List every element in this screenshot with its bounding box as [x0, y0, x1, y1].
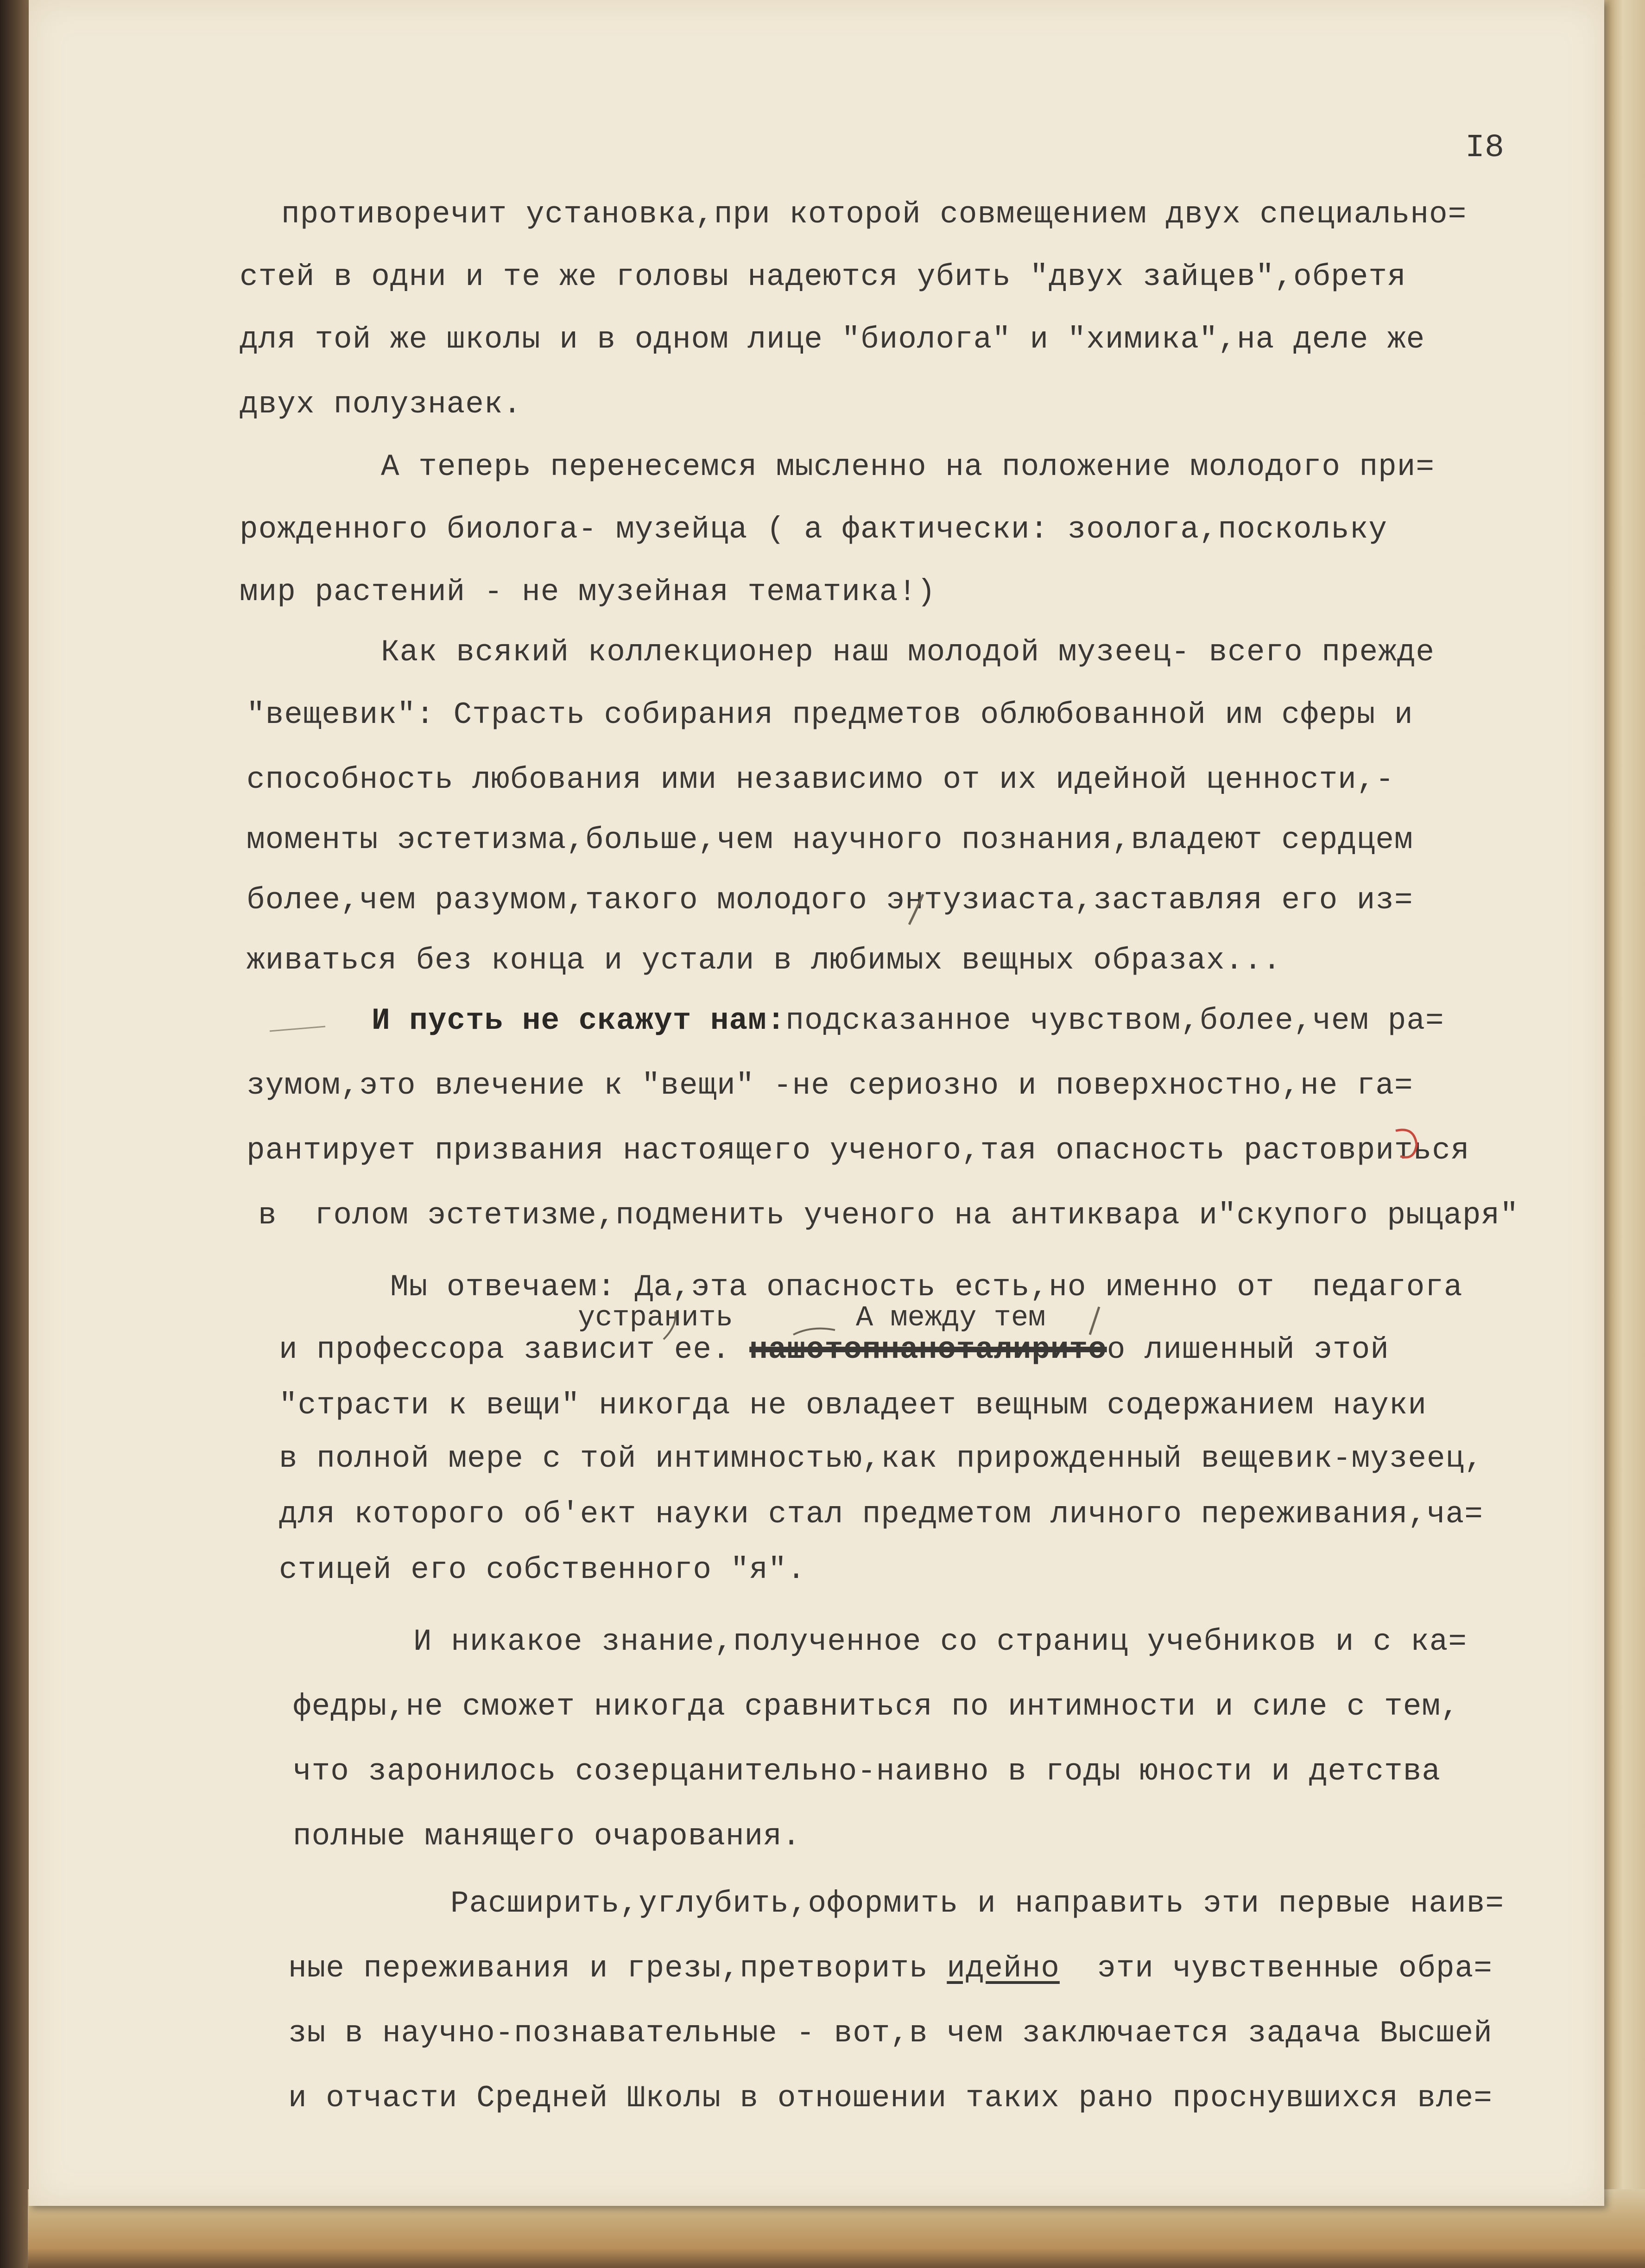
underlined-word: идейно — [947, 1951, 1060, 1986]
pencil-insertion-caret-1 — [664, 1311, 676, 1339]
text-line-19-end: о лишенный этой — [1107, 1332, 1389, 1367]
text-line-6: рожденного биолога- музейца ( а фактически: зоолога,поскольку — [240, 512, 1387, 547]
text-line-4: двух полузнаек. — [240, 387, 522, 422]
text-line-14-rest: подсказанное чувством,более,чем ра= — [785, 1003, 1444, 1038]
text-line-24: И никакое знание,полученное со страниц учебников и с ка= — [413, 1624, 1467, 1659]
text-line-26: что заронилось созерцанительно-наивно в годы юности и детства — [293, 1754, 1441, 1789]
pencil-insertion-caret-2 — [793, 1329, 835, 1335]
text-line-13: живаться без конца и устали в любимых вещных образах... — [247, 943, 1282, 978]
text-line-7: мир растений - не музейная тематика!) — [240, 575, 936, 609]
text-line-25: федры,не сможет никогда сравниться по интимности и силе с тем, — [293, 1689, 1460, 1724]
text-line-22: для которого об'ект науки стал предметом личного переживания,ча= — [279, 1497, 1483, 1532]
pencil-slash-mark — [1090, 1307, 1099, 1335]
text-line-29-end: эти чувственные обра= — [1059, 1951, 1493, 1986]
text-line-29-start: ные переживания и грезы,претворить — [288, 1951, 947, 1986]
typed-insertion-2: А между тем — [856, 1301, 1046, 1334]
text-line-20: "страсти к вещи" никогда не овладеет вещным содержанием науки — [279, 1388, 1427, 1423]
text-line-15: зумом,это влечение к "вещи" -не сериозно и поверхностно,не га= — [247, 1068, 1413, 1103]
text-line-12: более,чем разумом,такого молодого энтузиаста,заставляя его из= — [247, 883, 1413, 918]
pencil-comma-mark — [909, 894, 923, 925]
text-line-16: рантирует призвания настоящего ученого,тая опасность растовриться — [247, 1133, 1470, 1168]
red-pencil-correction — [1396, 1130, 1417, 1157]
text-line-3: для той же школы и в одном лице "биолога" и "химика",на деле же — [240, 322, 1425, 357]
text-line-30: зы в научно-познавательные - вот,в чем заключается задача Высшей — [288, 2016, 1493, 2051]
text-line-23: стицей его собственного "я". — [279, 1552, 806, 1587]
text-line-28: Расширить,углубить,оформить и направить эти первые наив= — [450, 1886, 1504, 1921]
text-line-11: моменты эстетизма,больше,чем научного познания,владеют сердцем — [247, 823, 1413, 857]
page-number: I8 — [1465, 130, 1505, 166]
pencil-dash-mark — [270, 1026, 325, 1031]
text-line-5: А теперь перенесемся мысленно на положение молодого при= — [381, 450, 1435, 484]
text-line-8: Как всякий коллекционер наш молодой музеец- всего прежде — [381, 635, 1435, 670]
text-line-1: противоречит установка,при которой совмещением двух специально= — [281, 197, 1467, 232]
text-line-19-start: и профессора зависит ее. — [279, 1332, 731, 1367]
text-line-21: в полной мере с той интимностью,как прирожденный вещевик-музеец, — [279, 1441, 1483, 1476]
folder-binding — [0, 0, 32, 2268]
text-line-9: "вещевик": Страсть собирания предметов облюбованной им сферы и — [247, 697, 1413, 732]
bold-phrase: И пусть не скажут нам: — [372, 1003, 786, 1038]
text-line-10: способность любования ими независимо от их идейной ценности,- — [247, 762, 1394, 797]
text-line-17: в голом эстетизме,подменить ученого на антиквара и"скупого рыцаря" — [258, 1198, 1519, 1233]
text-line-31: и отчасти Средней Школы в отношении таких рано проснувшихся вле= — [288, 2081, 1493, 2116]
struck-out-text: нашстопнаноталирито — [749, 1332, 1107, 1367]
text-line-27: полные манящего очарования. — [293, 1819, 801, 1854]
typewritten-page — [29, 0, 1604, 2206]
text-line-18: Мы отвечаем: Да,эта опасность есть,но именно от педагога — [390, 1270, 1463, 1305]
handwritten-marks — [29, 0, 1604, 2206]
text-line-2: стей в одни и те же головы надеются убить "двух зайцев",обретя — [240, 260, 1406, 294]
typed-insertion-1: устранить — [578, 1301, 733, 1334]
